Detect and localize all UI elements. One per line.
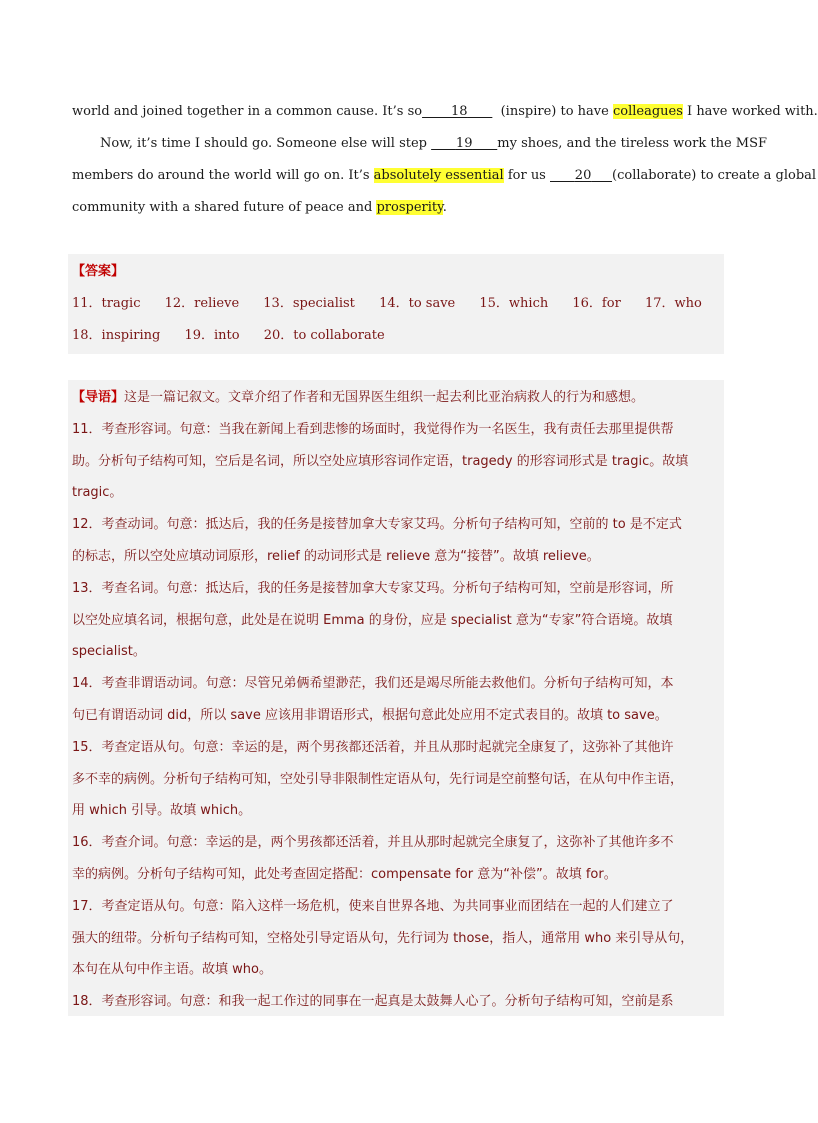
answer-item: 20．to collaborate [263, 328, 385, 343]
passage-text: my shoes, and the tireless work the MSF [497, 136, 768, 151]
explanation-line: 幸的病例。分析句子结构可知，此处考查固定搭配：compensate for 意为“补偿”。故填 for。 [72, 866, 617, 882]
passage-text: Now, it’s time I should go. Someone else will step [100, 136, 427, 151]
passage-text: (inspire) to have [500, 104, 609, 119]
explanation-line: 12．考查动词。句意：抵达后，我的任务是接替加拿大专家艾玛。分析句子结构可知，空前的 to 是不定式 [72, 517, 682, 533]
answer-item: 12．relieve [164, 296, 240, 311]
explanation-line: 助。分析句子结构可知，空后是名词，所以空处应填形容词作定语，tragedy 的形容词形式是 tragic。故填 [72, 453, 689, 469]
answer-item: 17．who [644, 296, 702, 311]
passage-text: (collaborate) to create a global [612, 168, 817, 183]
guide-label: 【导语】 [72, 390, 125, 405]
passage-line [72, 160, 817, 192]
explanation-line: 15．考查定语从句。句意：幸运的是，两个男孩都还活着，并且从那时起就完全康复了，这弥补了其他许 [72, 739, 674, 755]
explanation-line: 的标志，所以空处应填动词原形，relief 的动词形式是 relieve 意为“接替”。故填 relieve。 [72, 548, 600, 564]
answer-item: 14．to save [379, 296, 456, 311]
explanation-line: 强大的纽带。分析句子结构可知，空格处引导定语从句，先行词为 those，指人，通常用 who 来引导从句， [72, 930, 694, 946]
answer-label: 【答案】 [72, 264, 125, 279]
explanation-line: 14．考查非谓语动词。句意：尽管兄弟俩希望渺茫，我们还是竭尽所能去救他们。分析句子结构可知，本 [72, 676, 674, 692]
answer-section [72, 256, 722, 352]
passage-text: for us [507, 168, 546, 183]
answer-row [72, 288, 722, 320]
passage-text: world and joined together in a common cause. It’s so [72, 104, 423, 119]
guide-intro-line [72, 382, 724, 414]
explanation-line: 句已有谓语动词 did，所以 save 应该用非谓语形式，根据句意此处应用不定式表目的。故填 to save。 [72, 707, 668, 723]
explanation-line: 11．考查形容词。句意：当我在新闻上看到悲惨的场面时，我觉得作为一名医生，我有责任去那里提供帮 [72, 421, 674, 437]
explanation-line: 本句在从句中作主语。故填 who。 [72, 962, 272, 978]
answer-item: 18．inspiring [72, 328, 161, 343]
blank-20: 20 [574, 168, 592, 183]
answer-item: 15．which [479, 296, 549, 311]
blank-19: 19 [455, 136, 473, 151]
highlighted-word: absolutely essential [373, 168, 504, 183]
answer-item: 11．tragic [72, 296, 141, 311]
guide-intro: 这是一篇记叙文。文章介绍了作者和无国界医生组织一起去利比亚治病救人的行为和感想。 [124, 390, 645, 405]
answer-row [72, 320, 722, 352]
explanation-line: 18．考查形容词。句意：和我一起工作过的同事在一起真是太鼓舞人心了。分析句子结构可知，空前是系 [72, 994, 674, 1010]
passage-line [72, 192, 722, 224]
passage [72, 96, 818, 224]
explanation-line: 用 which 引导。故填 which。 [72, 803, 252, 819]
passage-line [72, 96, 818, 128]
explanation-line: 以空处应填名词，根据句意，此处是在说明 Emma 的身份，应是 specialist 意为“专家”符合语境。故填 [72, 612, 673, 628]
passage-line [72, 128, 768, 160]
blank-18: 18 [451, 104, 468, 119]
passage-text: . [442, 200, 447, 215]
explanation-line: specialist。 [72, 644, 146, 660]
passage-text: community with a shared future of peace and [72, 200, 373, 215]
explanation-line: 16．考查介词。句意：幸运的是，两个男孩都还活着，并且从那时起就完全康复了，这弥补了其他许多不 [72, 835, 674, 851]
explanation-line: 17．考查定语从句。句意：陷入这样一场危机，使来自世界各地、为共同事业而团结在一起的人们建立了 [72, 898, 674, 914]
explanation-line: tragic。 [72, 485, 123, 501]
explanation-line: 多不幸的病例。分析句子结构可知，空处引导非限制性定语从句，先行词是空前整句话，在从句中作主语， [72, 771, 684, 787]
explanation-line: 13．考查名词。句意：抵达后，我的任务是接替加拿大专家艾玛。分析句子结构可知，空前是形容词，所 [72, 580, 674, 596]
highlighted-word: prosperity [376, 200, 443, 215]
explanation-section [72, 382, 724, 1018]
highlighted-word: colleagues [612, 104, 683, 119]
passage-text: members do around the world will go on. It’s [72, 168, 370, 183]
passage-text: I have worked with. [687, 104, 818, 119]
answer-item: 13．specialist [263, 296, 355, 311]
answer-item: 19．into [184, 328, 240, 343]
answer-item: 16．for [572, 296, 621, 311]
